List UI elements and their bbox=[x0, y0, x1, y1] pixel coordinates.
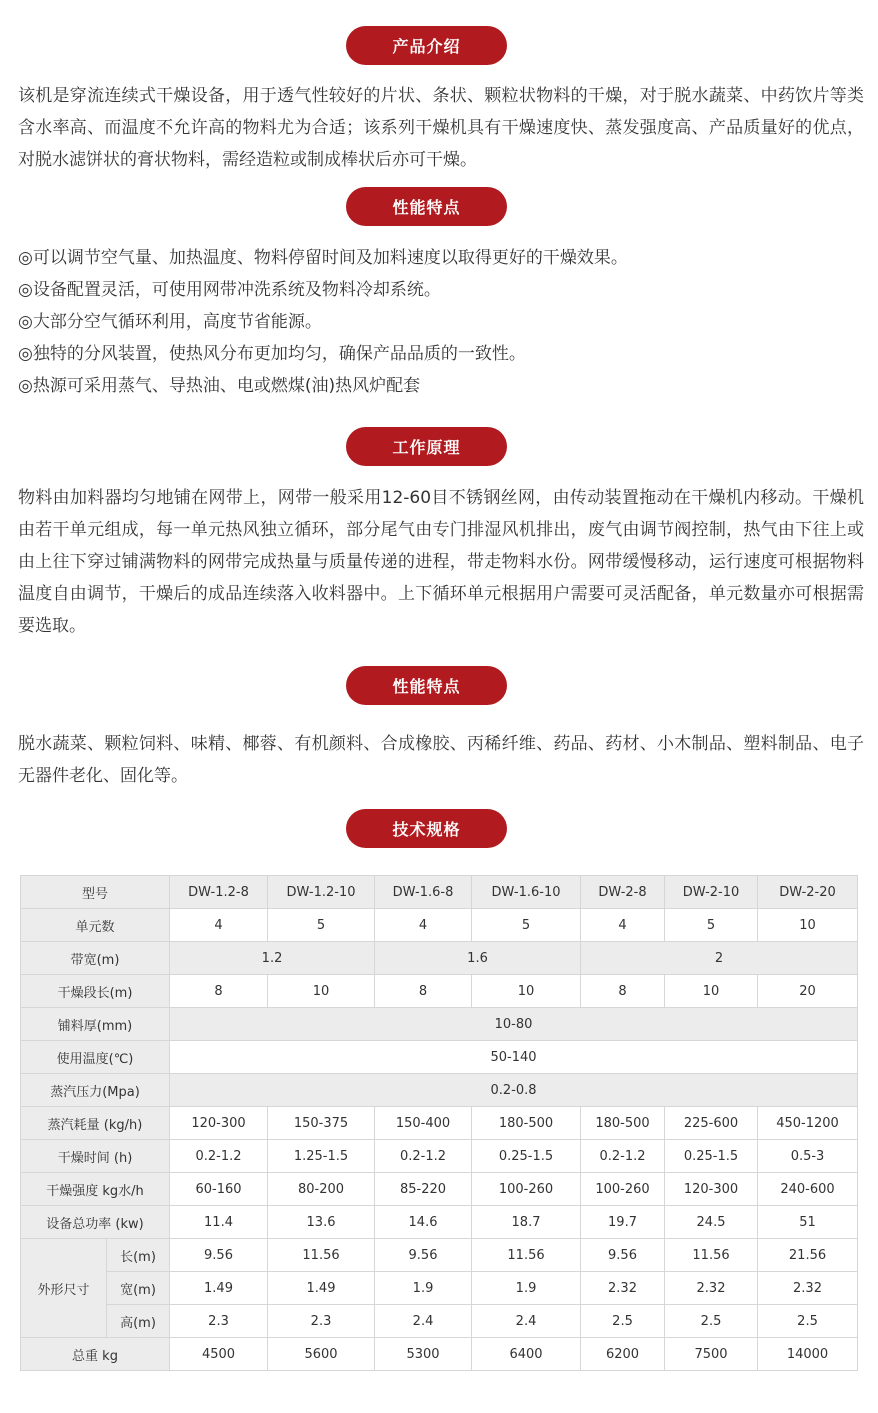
table-cell: 2.4 bbox=[472, 1305, 581, 1338]
intro-paragraph: 该机是穿流连续式干燥设备，用于透气性较好的片状、条状、颗粒状物料的干燥，对于脱水蔬菜、中药饮片等类含水率高、而温度不允许高的物料尤为合适；该系列干燥机具有干燥速度快、蒸发强度高、产品质量好的优点，对脱水滤饼状的膏状物料，需经造粒或制成棒状后亦可干燥。 bbox=[18, 86, 864, 170]
table-cell: 9.56 bbox=[170, 1239, 268, 1272]
section-title-spec: 技术规格 bbox=[346, 809, 507, 848]
row-label: 铺料厚(mm) bbox=[21, 1008, 170, 1041]
table-cell: 10 bbox=[268, 975, 375, 1008]
table-cell: 14.6 bbox=[375, 1206, 472, 1239]
row-label: 型号 bbox=[21, 876, 170, 909]
model-cell: DW-2-10 bbox=[665, 876, 758, 909]
table-cell: 5300 bbox=[375, 1338, 472, 1371]
table-cell: 10 bbox=[758, 909, 858, 942]
table-cell: 60-160 bbox=[170, 1173, 268, 1206]
table-row-thickness bbox=[21, 1008, 858, 1041]
table-cell: 225-600 bbox=[665, 1107, 758, 1140]
sub-label: 高(m) bbox=[107, 1305, 170, 1338]
table-cell: 1.9 bbox=[472, 1272, 581, 1305]
table-cell: 51 bbox=[758, 1206, 858, 1239]
table-cell: 1.6 bbox=[375, 942, 581, 975]
table-cell: 1.9 bbox=[375, 1272, 472, 1305]
model-cell: DW-1.6-10 bbox=[472, 876, 581, 909]
table-cell: 0.2-1.2 bbox=[581, 1140, 665, 1173]
table-cell: 150-400 bbox=[375, 1107, 472, 1140]
row-label: 单元数 bbox=[21, 909, 170, 942]
table-cell: 4 bbox=[581, 909, 665, 942]
table-cell: 2.32 bbox=[758, 1272, 858, 1305]
table-cell: 2.3 bbox=[170, 1305, 268, 1338]
row-label: 蒸汽耗量 (kg/h) bbox=[21, 1107, 170, 1140]
table-row-units bbox=[21, 909, 858, 942]
table-cell: 1.25-1.5 bbox=[268, 1140, 375, 1173]
features-list bbox=[18, 242, 628, 402]
row-label: 设备总功率 (kw) bbox=[21, 1206, 170, 1239]
feature-item: ◎热源可采用蒸气、导热油、电或燃煤(油)热风炉配套 bbox=[18, 376, 421, 396]
table-row-temp bbox=[21, 1041, 858, 1074]
table-cell: 1.49 bbox=[170, 1272, 268, 1305]
table-row-weight bbox=[21, 1338, 858, 1371]
table-row-length bbox=[21, 1239, 858, 1272]
table-row-belt bbox=[21, 942, 858, 975]
table-cell: 19.7 bbox=[581, 1206, 665, 1239]
table-cell: 8 bbox=[170, 975, 268, 1008]
table-row-time bbox=[21, 1140, 858, 1173]
principle-paragraph: 物料由加料器均匀地铺在网带上，网带一般采用12-60目不锈钢丝网，由传动装置拖动在干燥机内移动。干燥机由若干单元组成，每一单元热风独立循环，部分尾气由专门排湿风机排出，废气由调节阀控制，热气由下往上或由上往下穿过铺满物料的网带完成热量与质量传递的进程，带走物料水份。网带缓慢移动，运行速度可根据物料温度自由调节，干燥后的成品连续落入收料器中。上下循环单元根据用户需要可灵活配备，单元数量亦可根据需要选取。 bbox=[18, 488, 864, 636]
table-row-height bbox=[21, 1305, 858, 1338]
table-cell: 0.2-1.2 bbox=[375, 1140, 472, 1173]
table-cell: 50-140 bbox=[170, 1041, 858, 1074]
table-row-models bbox=[21, 876, 858, 909]
table-row-pressure bbox=[21, 1074, 858, 1107]
row-label: 外形尺寸 bbox=[21, 1239, 107, 1338]
table-cell: 180-500 bbox=[581, 1107, 665, 1140]
table-cell: 1.2 bbox=[170, 942, 375, 975]
table-cell: 4 bbox=[170, 909, 268, 942]
table-cell: 100-260 bbox=[472, 1173, 581, 1206]
row-label: 干燥强度 kg水/h bbox=[21, 1173, 170, 1206]
table-cell: 80-200 bbox=[268, 1173, 375, 1206]
row-label: 总重 kg bbox=[21, 1338, 170, 1371]
table-cell: 0.2-1.2 bbox=[170, 1140, 268, 1173]
section-title-features: 性能特点 bbox=[346, 187, 507, 226]
spec-table bbox=[20, 875, 858, 1371]
table-cell: 8 bbox=[375, 975, 472, 1008]
table-cell: 10 bbox=[472, 975, 581, 1008]
table-row-intensity bbox=[21, 1173, 858, 1206]
table-cell: 5 bbox=[268, 909, 375, 942]
table-cell: 240-600 bbox=[758, 1173, 858, 1206]
table-cell: 11.56 bbox=[472, 1239, 581, 1272]
model-cell: DW-1.2-8 bbox=[170, 876, 268, 909]
table-cell: 5 bbox=[665, 909, 758, 942]
table-cell: 10-80 bbox=[170, 1008, 858, 1041]
table-row-drylen bbox=[21, 975, 858, 1008]
table-cell: 18.7 bbox=[472, 1206, 581, 1239]
section-title-principle: 工作原理 bbox=[346, 427, 507, 466]
table-cell: 4500 bbox=[170, 1338, 268, 1371]
table-cell: 4 bbox=[375, 909, 472, 942]
table-cell: 450-1200 bbox=[758, 1107, 858, 1140]
table-cell: 14000 bbox=[758, 1338, 858, 1371]
table-cell: 8 bbox=[581, 975, 665, 1008]
table-cell: 2.5 bbox=[758, 1305, 858, 1338]
table-cell: 150-375 bbox=[268, 1107, 375, 1140]
section-title-application: 性能特点 bbox=[346, 666, 507, 705]
table-cell: 6200 bbox=[581, 1338, 665, 1371]
row-label: 干燥时间 (h) bbox=[21, 1140, 170, 1173]
section-title-intro: 产品介绍 bbox=[346, 26, 507, 65]
table-row-power bbox=[21, 1206, 858, 1239]
table-cell: 0.25-1.5 bbox=[472, 1140, 581, 1173]
table-cell: 5 bbox=[472, 909, 581, 942]
table-row-steam bbox=[21, 1107, 858, 1140]
table-cell: 7500 bbox=[665, 1338, 758, 1371]
table-cell: 180-500 bbox=[472, 1107, 581, 1140]
table-cell: 120-300 bbox=[170, 1107, 268, 1140]
row-label: 干燥段长(m) bbox=[21, 975, 170, 1008]
table-row-width bbox=[21, 1272, 858, 1305]
table-cell: 100-260 bbox=[581, 1173, 665, 1206]
sub-label: 宽(m) bbox=[107, 1272, 170, 1305]
table-cell: 2.32 bbox=[581, 1272, 665, 1305]
table-cell: 2.5 bbox=[665, 1305, 758, 1338]
table-cell: 2.32 bbox=[665, 1272, 758, 1305]
model-cell: DW-2-8 bbox=[581, 876, 665, 909]
application-paragraph: 脱水蔬菜、颗粒饲料、味精、椰蓉、有机颜料、合成橡胶、丙稀纤维、药品、药材、小木制品、塑料制品、电子无器件老化、固化等。 bbox=[18, 734, 864, 786]
feature-item: ◎大部分空气循环利用，高度节省能源。 bbox=[18, 312, 322, 332]
sub-label: 长(m) bbox=[107, 1239, 170, 1272]
table-cell: 0.2-0.8 bbox=[170, 1074, 858, 1107]
table-cell: 120-300 bbox=[665, 1173, 758, 1206]
table-cell: 11.56 bbox=[268, 1239, 375, 1272]
model-cell: DW-1.6-8 bbox=[375, 876, 472, 909]
table-cell: 6400 bbox=[472, 1338, 581, 1371]
row-label: 带宽(m) bbox=[21, 942, 170, 975]
table-cell: 9.56 bbox=[375, 1239, 472, 1272]
table-cell: 1.49 bbox=[268, 1272, 375, 1305]
feature-item: ◎独特的分风装置，使热风分布更加均匀，确保产品品质的一致性。 bbox=[18, 344, 526, 364]
model-cell: DW-1.2-10 bbox=[268, 876, 375, 909]
table-cell: 21.56 bbox=[758, 1239, 858, 1272]
table-cell: 20 bbox=[758, 975, 858, 1008]
table-cell: 2 bbox=[581, 942, 858, 975]
model-cell: DW-2-20 bbox=[758, 876, 858, 909]
table-cell: 0.5-3 bbox=[758, 1140, 858, 1173]
table-cell: 85-220 bbox=[375, 1173, 472, 1206]
table-cell: 11.4 bbox=[170, 1206, 268, 1239]
table-cell: 5600 bbox=[268, 1338, 375, 1371]
feature-item: ◎设备配置灵活，可使用网带冲洗系统及物料冷却系统。 bbox=[18, 280, 441, 300]
table-cell: 10 bbox=[665, 975, 758, 1008]
row-label: 使用温度(℃) bbox=[21, 1041, 170, 1074]
row-label: 蒸汽压力(Mpa) bbox=[21, 1074, 170, 1107]
feature-item: ◎可以调节空气量、加热温度、物料停留时间及加料速度以取得更好的干燥效果。 bbox=[18, 248, 628, 268]
table-cell: 13.6 bbox=[268, 1206, 375, 1239]
table-cell: 24.5 bbox=[665, 1206, 758, 1239]
table-cell: 11.56 bbox=[665, 1239, 758, 1272]
table-cell: 0.25-1.5 bbox=[665, 1140, 758, 1173]
table-cell: 2.3 bbox=[268, 1305, 375, 1338]
table-cell: 9.56 bbox=[581, 1239, 665, 1272]
table-cell: 2.5 bbox=[581, 1305, 665, 1338]
table-cell: 2.4 bbox=[375, 1305, 472, 1338]
